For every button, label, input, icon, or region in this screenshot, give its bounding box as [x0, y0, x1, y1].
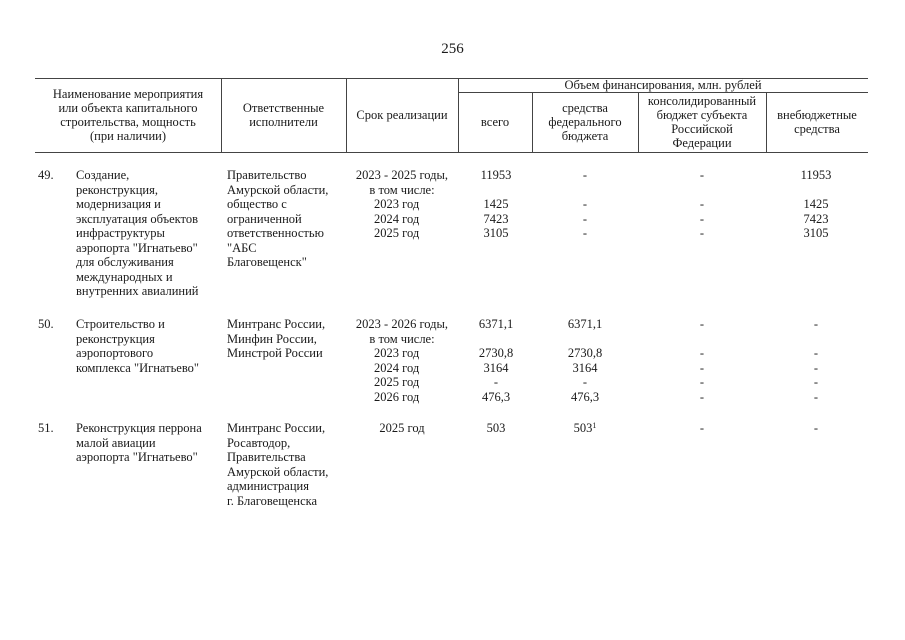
row-total: 11953 1425 7423 3105	[480, 168, 512, 240]
row-number: 51.	[38, 421, 54, 435]
page-number: 256	[441, 41, 464, 57]
row-federal	[532, 421, 638, 436]
row-name: Создание, реконструкция, модернизация и эксплуатация объектов инфраструктуры аэропорта "Игнатьево" для обслуживания международных и внутренних авиалиний	[76, 168, 199, 298]
header-term: Срок реализации	[356, 108, 448, 122]
row-extrabudget: -	[813, 421, 819, 435]
row-consolidated: - - - -	[699, 168, 705, 240]
header-federal: средства федерального бюджета	[548, 101, 622, 143]
header-total: всего	[480, 115, 510, 129]
row-number: 49.	[38, 168, 54, 182]
header-bottom-rule	[35, 152, 868, 153]
row-name: Строительство и реконструкция аэропортового комплекса "Игнатьево"	[76, 317, 200, 375]
federal-value: 503	[573, 421, 593, 435]
row-total: 6371,1 2730,8 3164 - 476,3	[478, 317, 514, 404]
row-term: 2025 год	[379, 421, 425, 435]
row-name: Реконструкция перрона малой авиации аэропорта "Игнатьево"	[76, 421, 202, 464]
row-term: 2023 - 2026 годы, в том числе: 2023 год 2024 год 2025 год 2026 год	[355, 317, 449, 404]
header-responsible: Ответственные исполнители	[242, 101, 325, 129]
header-extrabudget: внебюджетные средства	[777, 108, 857, 136]
header-name: Наименование мероприятия или объекта капитального строительства, мощность (при наличии)	[52, 87, 204, 143]
row-responsible: Минтранс России, Минфин России, Минстрой России	[227, 317, 326, 360]
row-number: 50.	[38, 317, 54, 331]
row-responsible: Минтранс России, Росавтодор, Правительства Амурской области, администрация г. Благовещенска	[227, 421, 329, 508]
footnote-marker: 1	[592, 421, 597, 430]
row-federal: 6371,1 2730,8 3164 - 476,3	[567, 317, 603, 404]
row-total: 503	[486, 421, 506, 435]
row-extrabudget: - - - - -	[813, 317, 819, 404]
row-term: 2023 - 2025 годы, в том числе: 2023 год 2024 год 2025 год	[355, 168, 449, 240]
row-extrabudget: 11953 1425 7423 3105	[800, 168, 832, 240]
row-federal: - - - -	[582, 168, 588, 240]
row-consolidated: - - - - -	[699, 317, 705, 404]
header-funding-group: Объем финансирования, млн. рублей	[564, 78, 762, 92]
row-consolidated: -	[699, 421, 705, 435]
row-responsible: Правительство Амурской области, общество с ограниченной ответственностью "АБС Благовещенск"	[227, 168, 329, 269]
header-consolidated: консолидированный бюджет субъекта Российской Федерации	[647, 94, 757, 150]
